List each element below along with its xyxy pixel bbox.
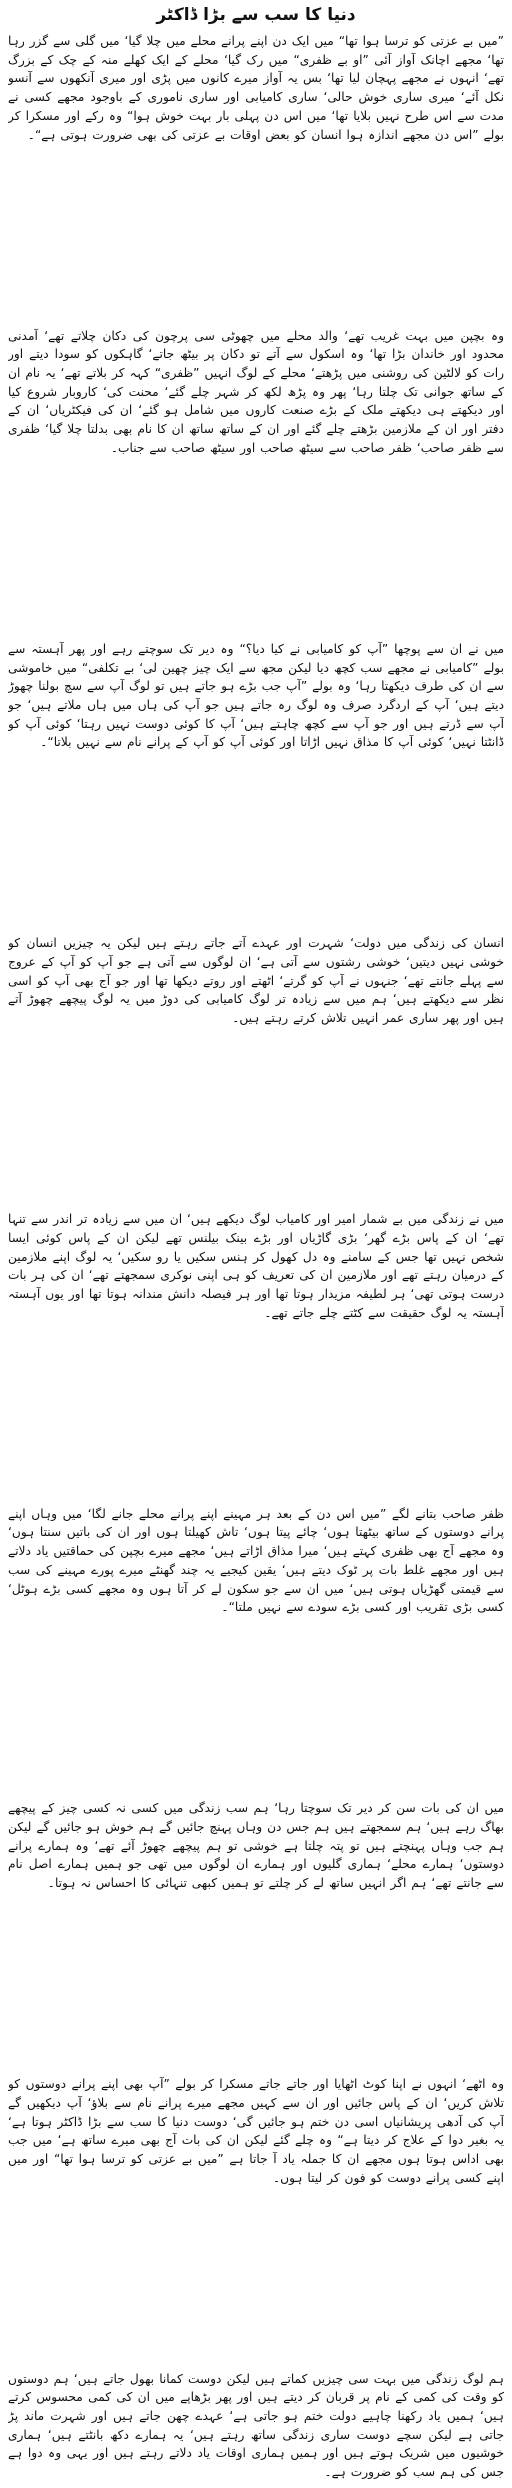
article-paragraph: میں ان کی بات سن کر دیر تک سوچتا رہا‘ ہم سب زندگی میں کسی نہ کسی چیز کے پیچھے بھاگ رہے ہیں‘ ہم سمجھتے ہیں ہم جس دن وہاں پہنچ جائیں گے ہم خوش ہو جائیں گے لیکن ہم جب وہاں پہنچتے ہیں تو پتہ چلتا ہے خوشی تو ہم پیچھے چھوڑ آئے تھے‘ وہ ہمارے پرانے دوستوں‘ ہمارے محلے‘ ہماری گلیوں اور ہمارے ان لوگوں میں تھی جو ہمیں ہمارے اصل نام سے جانتے تھے‘ ہم اگر انہیں ساتھ لے کر چلتے تو ہمیں کبھی تنہائی کا احساس نہ ہوتا۔ <box>8 1801 504 1891</box>
article-title: دنیا کا سب سے بڑا ڈاکٹر <box>156 5 356 25</box>
article-paragraph: ہم لوگ زندگی میں بہت سی چیزیں کماتے ہیں لیکن دوست کمانا بھول جاتے ہیں‘ ہم دوستوں کو وقت کی کمی کے نام پر قربان کر دیتے ہیں اور پھر بڑھاپے میں ان کی کمی محسوس کرتے ہیں‘ ہمیں یاد رکھنا چاہیے دولت ختم ہو جاتی ہے‘ عہدے چھن جاتے ہیں اور شہرت ماند پڑ جاتی ہے لیکن سچے دوست ساری زندگی ساتھ رہتے ہیں‘ یہ ہمارے دکھ بانٹتے ہیں‘ ہماری خوشیوں میں شریک ہوتے ہیں اور ہمیں ہماری اوقات یاد دلاتے رہتے ہیں اور یہی وہ دوا ہے جس کی ہم سب کو ضرورت ہے۔ <box>8 2371 504 2480</box>
article-paragraph: وہ بچپن میں بہت غریب تھے‘ والد محلے میں چھوٹی سی پرچون کی دکان چلاتے تھے‘ آمدنی محدود اور خاندان بڑا تھا‘ وہ اسکول سے آتے تو دکان پر بیٹھ جاتے‘ گاہکوں کو سودا دیتے اور رات کو لالٹین کی روشنی میں پڑھتے‘ محلے کے لوگ انہیں ”ظفری“ کہہ کر بلاتے تھے‘ یہ نام ان کے ساتھ جوانی تک چلتا رہا‘ پھر وہ پڑھ لکھ کر شہر چلے گئے‘ محنت کی‘ کاروبار شروع کیا اور دیکھتے ہی دیکھتے ملک کے بڑے صنعت کاروں میں شامل ہو گئے‘ ان کی فیکٹریاں‘ ان کے دفتر اور ان کے ملازمین بڑھتے چلے گئے اور ان کے ساتھ ساتھ ان کا نام بھی بدلتا چلا گیا‘ ظفری سے ظفر صاحب‘ ظفر صاحب سے سیٹھ صاحب اور سیٹھ صاحب سے جناب۔ <box>8 328 504 455</box>
article-paragraph: ظفر صاحب بتانے لگے ”میں اس دن کے بعد ہر مہینے اپنے پرانے محلے جانے لگا‘ میں وہاں اپنے پرانے دوستوں کے ساتھ بیٹھتا ہوں‘ چائے پیتا ہوں‘ تاش کھیلتا ہوں اور ان کی باتیں سنتا ہوں‘ وہ مجھے آج بھی ظفری کہتے ہیں‘ میرا مذاق اڑاتے ہیں‘ مجھے میرے بچپن کی حماقتیں یاد دلاتے ہیں اور مجھے غلط بات پر ٹوک دیتے ہیں‘ یقین کیجیے یہ چند گھنٹے میرے پورے مہینے کی سب سے قیمتی گھڑیاں ہوتی ہیں‘ میں ان سے جو سکون لے کر آتا ہوں وہ مجھے کسی بڑے ہوٹل‘ کسی بڑی تقریب اور کسی بڑے سودے سے نہیں ملتا“۔ <box>8 1506 504 1615</box>
article-paragraph: میں نے ان سے پوچھا ”آپ کو کامیابی نے کیا دیا؟“ وہ دیر تک سوچتے رہے اور پھر آہستہ سے بولے ”کامیابی نے مجھے سب کچھ دیا لیکن مجھ سے ایک چیز چھین لی‘ بے تکلفی“ میں خاموشی سے ان کی طرف دیکھتا رہا‘ وہ بولے ”آپ جب بڑے ہو جاتے ہیں تو لوگ آپ سے سچ بولنا چھوڑ دیتے ہیں‘ آپ کے اردگرد صرف وہ لوگ رہ جاتے ہیں جو آپ کی ہاں میں ہاں ملاتے ہیں‘ جو آپ سے ڈرتے ہیں اور جو آپ سے کچھ چاہتے ہیں‘ آپ کا کوئی دوست نہیں رہتا‘ کوئی آپ کو ڈانٹتا نہیں‘ کوئی آپ کا مذاق نہیں اڑاتا اور کوئی آپ کو آپ کے پرانے نام سے نہیں بلاتا“۔ <box>8 641 504 750</box>
article-paragraph: میں نے زندگی میں بے شمار امیر اور کامیاب لوگ دیکھے ہیں‘ ان میں سے زیادہ تر اندر سے تنہا تھے‘ ان کے پاس بڑے گھر‘ بڑی گاڑیاں اور بڑے بینک بیلنس تھے لیکن ان کے پاس کوئی ایسا شخص نہیں تھا جس کے سامنے وہ دل کھول کر ہنس سکیں یا رو سکیں‘ یہ لوگ اپنے ملازمین کے درمیان رہتے تھے اور ملازمین ان کی تعریف کو ہی اپنی نوکری سمجھتے تھے‘ ان کی ہر بات درست ہوتی تھی‘ ہر لطیفہ مزیدار ہوتا تھا اور ہر فیصلہ دانش مندانہ ہوتا تھا اور یوں آہستہ آہستہ یہ لوگ حقیقت سے کٹتے چلے جاتے تھے۔ <box>8 1212 504 1320</box>
article-paragraph: انسان کی زندگی میں دولت‘ شہرت اور عہدے آتے جاتے رہتے ہیں لیکن یہ چیزیں انسان کو خوشی نہیں دیتیں‘ خوشی رشتوں سے آتی ہے‘ ان لوگوں سے آتی ہے جو آپ کو آپ کے عروج سے پہلے جانتے تھے‘ جنہوں نے آپ کو گرتے‘ اٹھتے اور روتے دیکھا تھا اور جو آج بھی آپ کو اسی نظر سے دیکھتے ہیں‘ ہم میں سے زیادہ تر لوگ کامیابی کی دوڑ میں یہ لوگ پیچھے چھوڑ آتے ہیں اور پھر ساری عمر انہیں تلاش کرتے رہتے ہیں۔ <box>8 936 504 1026</box>
article-paragraph: وہ اٹھے‘ انہوں نے اپنا کوٹ اٹھایا اور جاتے جاتے مسکرا کر بولے ”آپ بھی اپنے پرانے دوستوں کو تلاش کریں‘ ان کے پاس جائیں اور ان سے کہیں مجھے میرے پرانے نام سے بلاؤ‘ آپ دیکھیں گے آپ کی آدھی پریشانیاں اسی دن ختم ہو جائیں گی‘ دوست دنیا کا سب سے بڑا ڈاکٹر ہوتا ہے‘ یہ بغیر دوا کے علاج کر دیتا ہے“ وہ چلے گئے لیکن ان کی بات آج بھی میرے ساتھ ہے‘ میں جب بھی اداس ہوتا ہوں مجھے ان کا جملہ یاد آ جاتا ہے ”میں بے عزتی کو ترسا ہوا تھا“ اور میں اپنے کسی پرانے دوست کو فون کر لیتا ہوں۔ <box>8 2077 504 2185</box>
article-body <box>8 32 504 2482</box>
article-paragraph: ”میں بے عزتی کو ترسا ہوا تھا“ میں ایک دن اپنے پرانے محلے میں چلا گیا‘ میں گلی سے گزر رہا تھا‘ مجھے اچانک آواز آئی ”او بے ظفری“ میں رک گیا‘ محلے کے ایک کھلے منہ کے چک کے بزرگ تھے‘ انہوں نے مجھے پہچان لیا تھا‘ بس یہ آواز میرے کانوں میں پڑی اور میری آنکھوں سے آنسو نکل آئے‘ میری ساری خوش حالی‘ ساری کامیابی اور ساری ناموری کے باوجود مجھے کسی نے مدت سے اس طرح نہیں بلایا تھا‘ میں اس دن پہلی بار بہت خوش ہوا“ وہ رکے اور مسکرا کر بولے ”اس دن مجھے اندازہ ہوا انسان کو بعض اوقات بے عزتی کی بھی ضرورت ہوتی ہے“۔ <box>8 34 504 142</box>
